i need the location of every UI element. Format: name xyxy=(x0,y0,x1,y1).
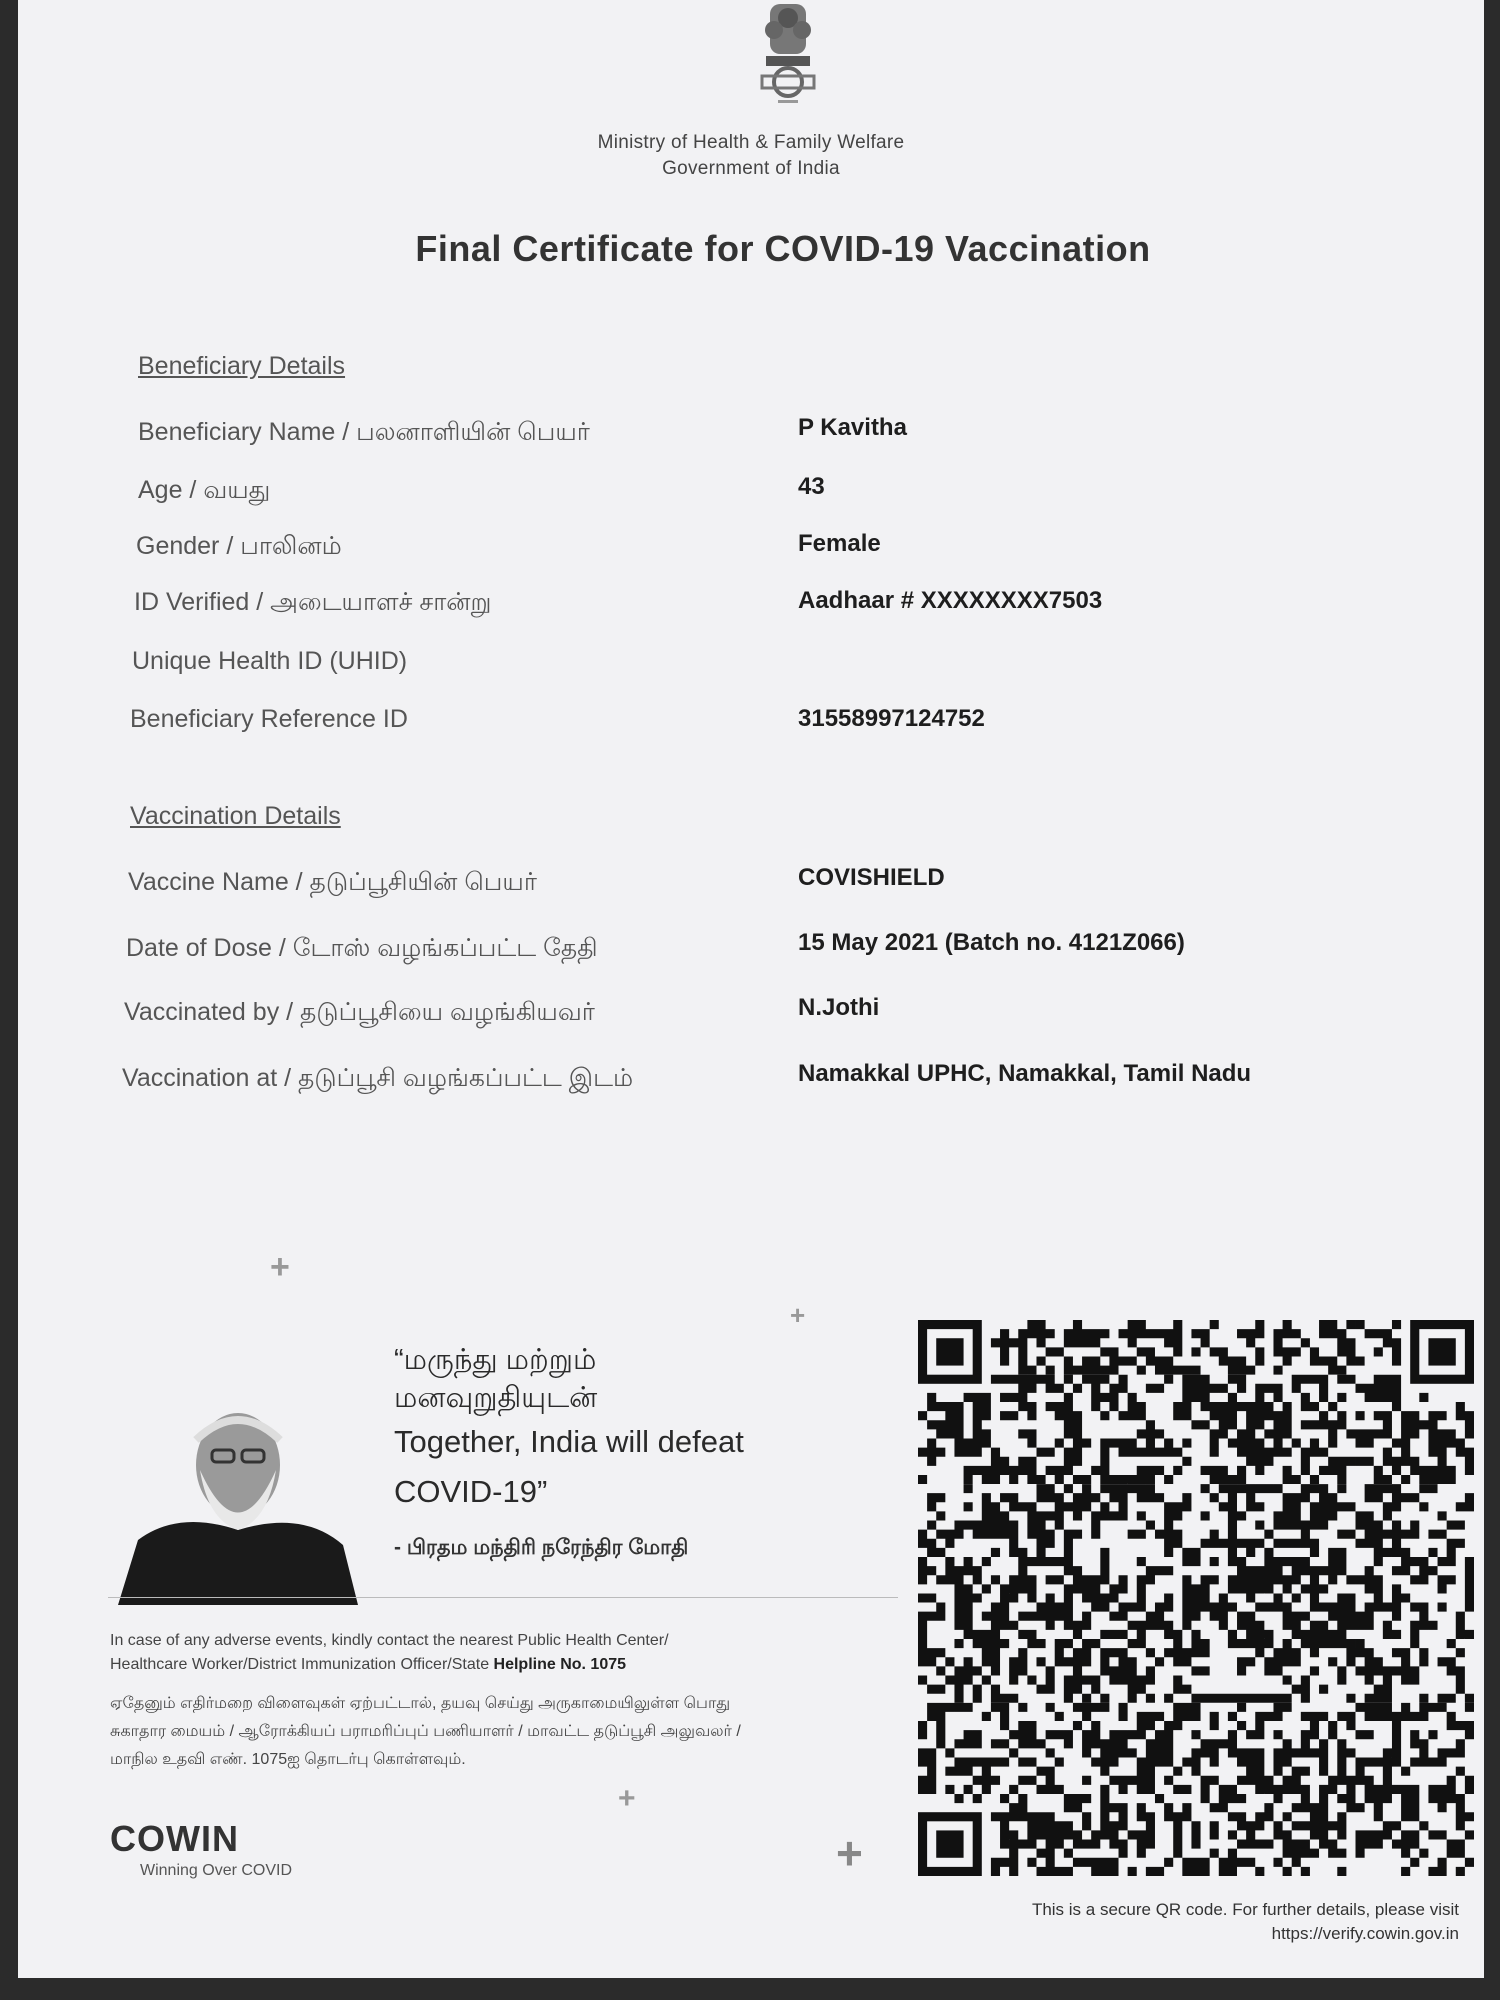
vaccine-name-value: COVISHIELD xyxy=(798,864,945,891)
id-verified-label: ID Verified / அடையாளச் சான்று xyxy=(134,588,492,616)
quote-line-1: “மருந்து மற்றும் xyxy=(394,1344,597,1376)
reference-id-label: Beneficiary Reference ID xyxy=(130,705,408,733)
certificate-page xyxy=(18,0,1484,1978)
id-verified-value: Aadhaar # XXXXXXXX7503 xyxy=(798,587,1103,614)
adverse-note-ta-2: சுகாதார மையம் / ஆரோக்கியப் பராமரிப்புப் பணியாளர் / மாவட்ட தடுப்பூசி அலுவலர் / xyxy=(110,1723,741,1740)
adverse-note-en-2: Healthcare Worker/District Immunization Officer/State Helpline No. 1075 xyxy=(110,1656,627,1673)
portrait-image xyxy=(108,1380,368,1605)
quote-author: - பிரதம மந்திரி நரேந்திர மோதி xyxy=(394,1536,689,1559)
uhid-label: Unique Health ID (UHID) xyxy=(132,647,408,675)
qr-code xyxy=(918,1320,1474,1876)
state-emblem-icon xyxy=(748,0,828,108)
vaccination-at-label: Vaccination at / தடுப்பூசி வழங்கப்பட்ட இடம் xyxy=(122,1064,634,1092)
quote-line-3: Together, India will defeat xyxy=(394,1424,744,1459)
adverse-note-en-1: In case of any adverse events, kindly contact the nearest Public Health Center/ xyxy=(110,1632,669,1649)
adverse-note-ta-1: ஏதேனும் எதிர்மறை விளைவுகள் ஏற்பட்டால், தயவு செய்து அருகாமையிலுள்ள பொது xyxy=(110,1695,731,1712)
cowin-logo: COWIN xyxy=(110,1818,239,1859)
vaccination-heading: Vaccination Details xyxy=(130,802,341,830)
vaccination-at-value: Namakkal UPHC, Namakkal, Tamil Nadu xyxy=(798,1060,1252,1087)
vaccinated-by-label: Vaccinated by / தடுப்பூசியை வழங்கியவர் xyxy=(124,998,595,1026)
plus-mark-icon: + xyxy=(836,1827,863,1879)
date-of-dose-value: 15 May 2021 (Batch no. 4121Z066) xyxy=(798,929,1185,956)
cowin-tagline: Winning Over COVID xyxy=(140,1862,293,1879)
government-name: Government of India xyxy=(662,158,840,179)
certificate-title: Final Certificate for COVID-19 Vaccination xyxy=(415,228,1151,269)
plus-mark-icon: + xyxy=(790,1300,806,1330)
divider xyxy=(108,1597,898,1598)
plus-mark-icon: + xyxy=(618,1782,636,1815)
beneficiary-name-value: P Kavitha xyxy=(798,414,907,441)
beneficiary-heading: Beneficiary Details xyxy=(138,352,346,380)
age-value: 43 xyxy=(798,473,825,500)
gender-label: Gender / பாலினம் xyxy=(136,532,342,560)
plus-mark-icon: + xyxy=(270,1248,290,1286)
quote-line-4: COVID-19” xyxy=(394,1474,548,1509)
reference-id-value: 31558997124752 xyxy=(798,705,985,732)
date-of-dose-label: Date of Dose / டோஸ் வழங்கப்பட்ட தேதி xyxy=(126,934,598,962)
age-label: Age / வயது xyxy=(138,476,271,504)
helpline-number: Helpline No. 1075 xyxy=(493,1656,627,1673)
vaccinated-by-value: N.Jothi xyxy=(798,994,880,1021)
qr-note-line-1: This is a secure QR code. For further details, please visit xyxy=(1031,1900,1459,1919)
gender-value: Female xyxy=(798,530,881,557)
qr-verify-link[interactable]: https://verify.cowin.gov.in xyxy=(1271,1924,1459,1943)
vaccine-name-label: Vaccine Name / தடுப்பூசியின் பெயர் xyxy=(128,868,537,896)
beneficiary-name-label: Beneficiary Name / பலனாளியின் பெயர் xyxy=(138,418,590,446)
quote-line-2: மனவுறுதியுடன் xyxy=(394,1382,598,1414)
ministry-name: Ministry of Health & Family Welfare xyxy=(597,132,905,153)
adverse-note-ta-3: மாநில உதவி எண். 1075ஐ தொடர்பு கொள்ளவும். xyxy=(110,1751,466,1768)
